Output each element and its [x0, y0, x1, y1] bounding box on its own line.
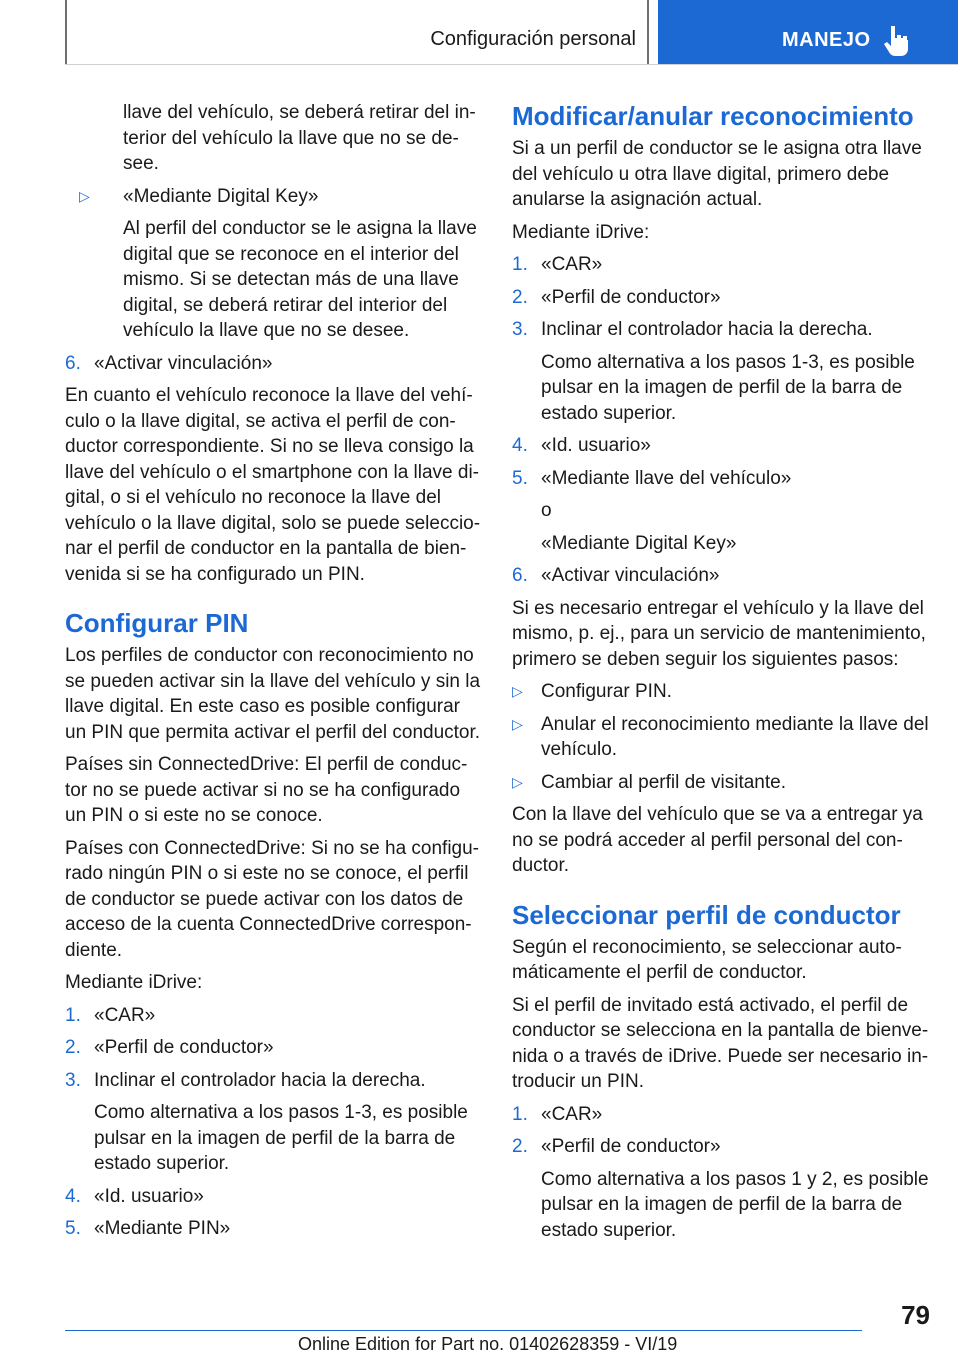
step-number: 4.: [512, 435, 528, 456]
heading-configurar-pin: Configurar PIN: [65, 608, 249, 638]
paragraph: Si el perfil de invitado está activado, el perfil de conductor se selecciona en la pantalla de bienve‐ nida o a través de iDrive. Puede ser necesario in‐ troducir un PIN.: [512, 994, 929, 1092]
step-text: «Mediante PIN»: [94, 1218, 231, 1239]
right-column: [512, 100, 932, 1250]
step-text: «Perfil de conductor»: [541, 1136, 721, 1157]
step-number: 3.: [65, 1069, 81, 1091]
or-option: «Mediante Digital Key»: [541, 532, 737, 554]
step-text: «Activar vinculación»: [541, 565, 720, 586]
paragraph: Según el reconocimiento, se seleccionar auto‐ máticamente el perfil de conductor.: [512, 936, 902, 983]
section-title: Configuración personal: [430, 28, 636, 50]
step-number: 2.: [512, 286, 528, 308]
chapter-tab-label: MANEJO: [782, 29, 871, 51]
triangle-bullet-icon: ▷: [512, 715, 523, 732]
continued-text: llave del vehículo, se deberá retirar del in‐ terior del vehículo la llave que no se de‐ see.: [123, 102, 476, 174]
list-item: [512, 252, 932, 278]
paragraph: Mediante iDrive:: [65, 972, 203, 993]
step-number: 1.: [512, 1103, 528, 1125]
step-text: «Activar vinculación»: [94, 352, 273, 374]
list-item: [512, 563, 932, 589]
step-number: 3.: [512, 319, 528, 340]
heading-seleccionar-perfil: Seleccionar perfil de conductor: [512, 899, 901, 930]
paragraph: Países sin ConnectedDrive: El perfil de conduc‐ tor no se puede activar si no se ha configurado un PIN o si este no se conoce.: [65, 754, 468, 826]
hand-pointer-icon: [882, 24, 912, 56]
list-item-description: Al perfil del conductor se le asigna la llave digital que se reconoce en el interior del mismo. Si se detectan más de una llave digital, se deberá retirar del interior del vehículo la llave que no se desee.: [123, 218, 477, 341]
step-number: 6.: [65, 352, 81, 374]
step-text: Inclinar el controlador hacia la derecha.: [541, 319, 873, 340]
step-text: «Perfil de conductor»: [94, 1037, 274, 1058]
step-number: 2.: [512, 1136, 528, 1157]
list-item: [65, 1035, 485, 1061]
list-item: [512, 285, 932, 311]
step-note: Como alternativa a los pasos 1 y 2, es posible pulsar en la imagen de perfil de la barra de estado superior.: [541, 1168, 929, 1241]
list-item: [512, 679, 932, 705]
step-text: «Id. usuario»: [94, 1185, 204, 1207]
list-item: [512, 1134, 932, 1160]
step-number: 6.: [512, 565, 528, 586]
paragraph: Los perfiles de conductor con reconocimiento no se pueden activar sin la llave del vehículo y sin la llave digital. En este caso es posible configurar un PIN que permita activar el perfil del conductor.: [65, 645, 481, 743]
step-text: Inclinar el controlador hacia la derecha.: [94, 1069, 426, 1091]
step-number: 1.: [512, 254, 528, 275]
bullet-text: Anular el reconocimiento mediante la llave del vehículo.: [541, 713, 929, 760]
list-item: [512, 770, 932, 796]
step-number: 2.: [65, 1037, 81, 1058]
heading-modificar-reconocimiento: Modificar/anular reconocimiento: [512, 101, 914, 131]
step-text: «Perfil de conductor»: [541, 286, 721, 308]
list-item: [512, 317, 932, 343]
chapter-tab-manejo[interactable]: [658, 0, 958, 64]
step-note: Como alternativa a los pasos 1‑3, es posible pulsar en la imagen de perfil de la barra de estado superior.: [94, 1102, 468, 1174]
bullet-text: Cambiar al perfil de visitante.: [541, 771, 786, 793]
step-number: 5.: [512, 467, 528, 489]
list-item: [65, 1184, 485, 1210]
bullet-text: Configurar PIN.: [541, 681, 672, 702]
paragraph: Si a un perfil de conductor se le asigna otra llave del vehículo u otra llave digital, primero debe anularse la asignación actual.: [512, 138, 922, 210]
header-left-rule: [65, 0, 67, 64]
list-item: [65, 184, 485, 210]
triangle-bullet-icon: ▷: [79, 187, 90, 204]
edition-note: Online Edition for Part no. 01402628359 - VI/19: [298, 1334, 678, 1354]
list-item: [512, 466, 932, 492]
list-item: [65, 1216, 485, 1242]
header-separator: [647, 0, 649, 64]
list-item: [512, 433, 932, 459]
paragraph: Con la llave del vehículo que se va a entregar ya no se podrá acceder al perfil personal del con‐ ductor.: [512, 804, 923, 876]
step-text: «Id. usuario»: [541, 435, 651, 456]
or-word: o: [541, 500, 552, 521]
triangle-bullet-icon: ▷: [512, 773, 523, 790]
paragraph: En cuanto el vehículo reconoce la llave del vehí‐ culo o la llave digital, se activa el perfil de con‐ ductor correspondiente. Si no se lleva consigo la llave del vehículo o el smartphone con la llave di‐ gital, o si el vehículo no reconoce la llave del vehículo o la llave digital, solo se puede seleccio‐ nar el perfil de conductor en la pantalla de bien‐ venida si se ha configurado un PIN.: [65, 385, 481, 585]
list-item: [65, 1068, 485, 1094]
step-text: «CAR»: [94, 1004, 156, 1026]
list-item: [512, 1102, 932, 1128]
step-note: Como alternativa a los pasos 1‑3, es posible pulsar en la imagen de perfil de la barra de estado superior.: [541, 351, 915, 424]
step-number: 4.: [65, 1185, 81, 1207]
footer-rule: [65, 1330, 862, 1331]
list-item: [65, 351, 485, 377]
step-number: 5.: [65, 1218, 81, 1239]
step-text: «Mediante llave del vehículo»: [541, 467, 792, 489]
list-item: [512, 712, 932, 763]
paragraph: Países con ConnectedDrive: Si no se ha configu‐ rado ningún PIN o si este no se conoce, el perfil de conductor se puede activar con los datos de acceso de la cuenta ConnectedDrive correspon‐ diente.: [65, 837, 480, 961]
page-number: 79: [901, 1300, 930, 1330]
left-column: [65, 100, 485, 1249]
step-number: 1.: [65, 1004, 81, 1026]
step-text: «CAR»: [541, 254, 603, 275]
list-item: [65, 1003, 485, 1029]
paragraph: Si es necesario entregar el vehículo y la llave del mismo, p. ej., para un servicio de mantenimiento, primero se deben seguir los siguientes pasos:: [512, 597, 926, 670]
triangle-bullet-icon: ▷: [512, 683, 523, 699]
page-header: [65, 0, 958, 65]
step-text: «CAR»: [541, 1103, 603, 1125]
paragraph: Mediante iDrive:: [512, 221, 650, 243]
list-item-label: «Mediante Digital Key»: [123, 185, 319, 207]
